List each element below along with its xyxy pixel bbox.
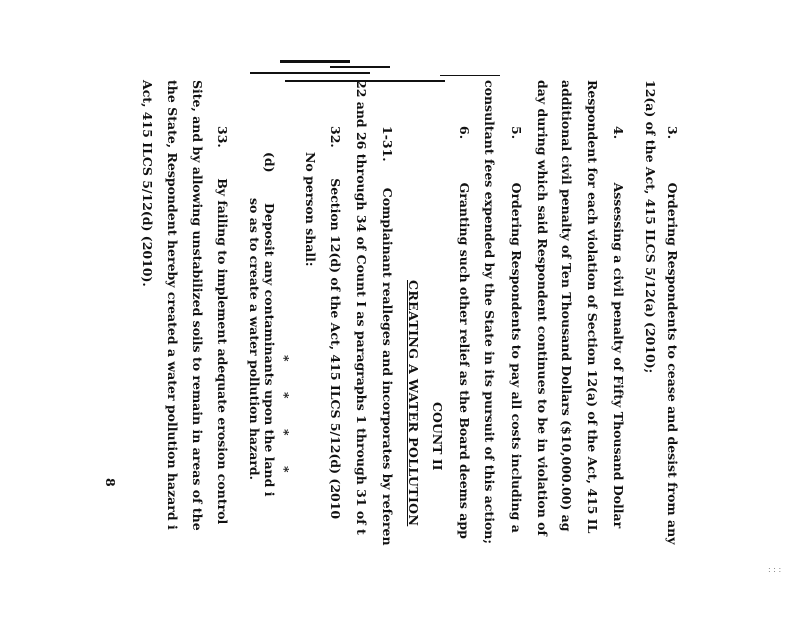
paragraph-33-continuation: Site, and by allowing unstabilized soils to remain in areas of the — [190, 80, 205, 531]
paragraph-3-line: 3. Ordering Respondents to cease and desist from any — [665, 126, 680, 545]
paragraph-4-continuation: day during which said Respondent continues to be in violation of — [535, 80, 550, 536]
paragraph-1-31-line: 1-31. Complainant realleges and incorporates by referen — [380, 126, 395, 546]
subsection-d-line: (d) Deposit any contaminants upon the land i — [262, 152, 277, 497]
page-number: 8 — [103, 478, 118, 487]
paragraph-1-31-continuation: 22 and 26 through 34 of Count I as paragraphs 1 through 31 of t — [354, 80, 369, 535]
ellipsis-asterisks: * * * * — [277, 355, 292, 473]
paragraph-5-line: 5. Ordering Respondents to pay all costs including a — [509, 126, 524, 533]
paragraph-3-continuation: 12(a) of the Act, 415 ILCS 5/12(a) (2010); — [643, 80, 658, 374]
rotated-document-text — [103, 80, 685, 618]
scan-artifact-bar — [250, 72, 370, 74]
scan-artifact-bar — [280, 60, 350, 63]
paragraph-4-line: 4. Assessing a civil penalty of Fifty Thousand Dollar — [611, 126, 626, 529]
scan-artifact-bar — [440, 75, 500, 76]
paragraph-33-continuation: the State, Respondent hereby created a water pollution hazard i — [165, 80, 180, 530]
paragraph-6-line: 6. Granting such other relief as the Board deems app — [457, 126, 472, 539]
paragraph-32-continuation: No person shall: — [303, 152, 318, 267]
paragraph-32-line: 32. Section 12(d) of the Act, 415 ILCS 5/12(d) (2010 — [328, 126, 343, 520]
subsection-d-continuation: so as to create a water pollution hazard. — [247, 198, 262, 481]
paragraph-33-continuation: Act, 415 ILCS 5/12(d) (2010). — [140, 80, 155, 287]
count-subheading: CREATING A WATER POLLUTION — [406, 280, 421, 527]
scan-artifact-bar — [330, 66, 390, 68]
count-heading: COUNT II — [430, 402, 445, 471]
scan-speckle: : : : — [768, 565, 782, 574]
paragraph-4-continuation: Respondent for each violation of Section 12(a) of the Act, 415 IL — [585, 80, 600, 534]
paragraph-33-line: 33. By failing to implement adequate erosion control — [215, 126, 230, 525]
paragraph-5-continuation: consultant fees expended by the State in its pursuit of this action; — [482, 80, 497, 544]
paragraph-4-continuation: additional civil penalty of Ten Thousand Dollars ($10,000.00) ag — [559, 80, 574, 532]
